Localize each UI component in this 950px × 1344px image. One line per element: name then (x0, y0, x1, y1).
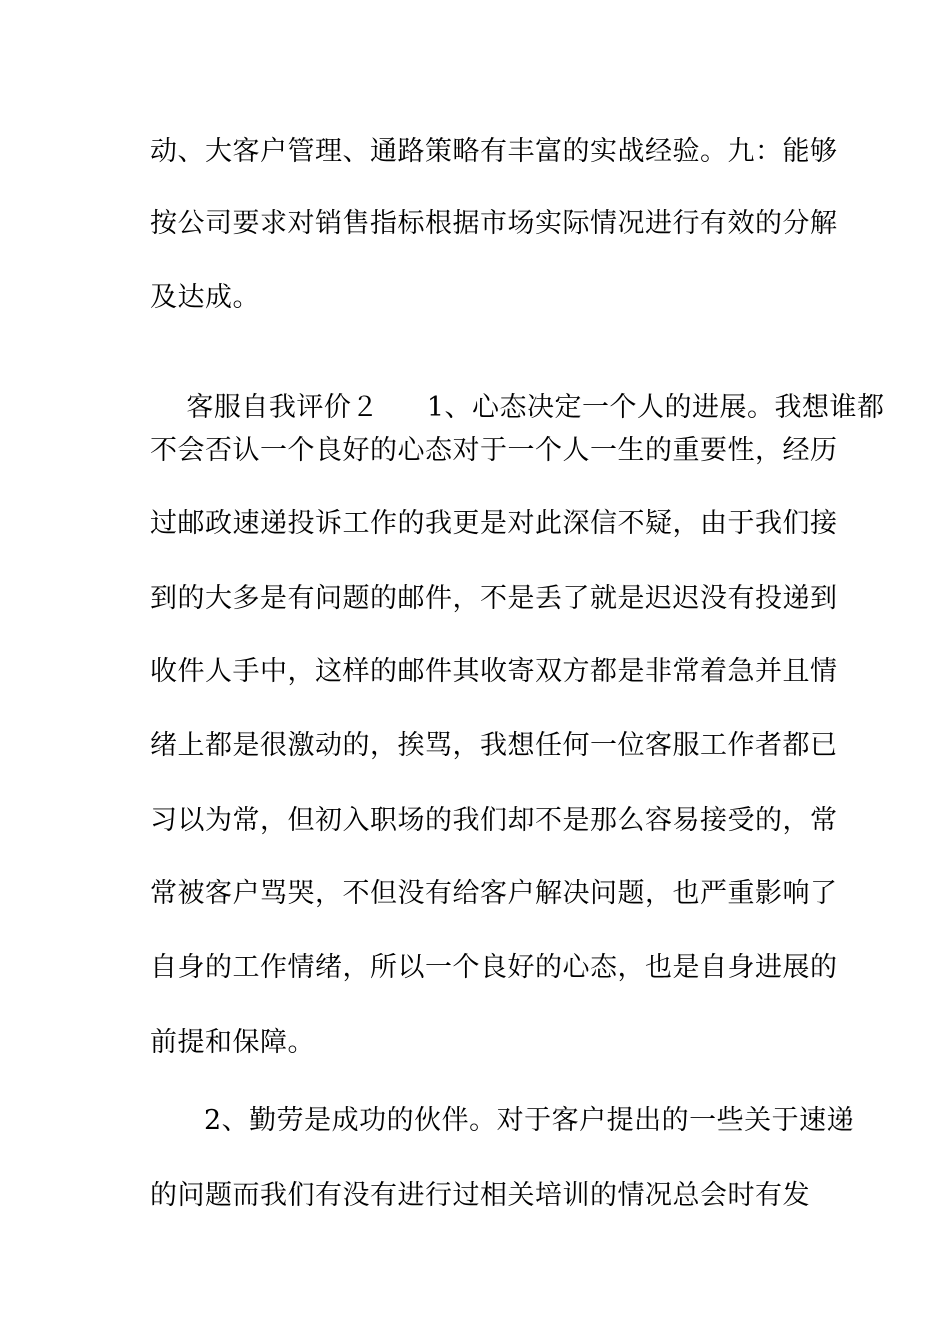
text-line-13: 前提和保障。 (150, 1027, 315, 1058)
text-line-14: 2、勤劳是成功的伙伴。对于客户提出的一些关于速递 (204, 1105, 855, 1136)
text-line-15: 的问题而我们有没有进行过相关培训的情况总会时有发 (150, 1180, 810, 1211)
text-line-5: 不会否认一个良好的心态对于一个人一生的重要性，经历 (150, 435, 838, 466)
text-line-11: 常被客户骂哭，不但没有给客户解决问题，也严重影响了 (150, 878, 838, 909)
text-line-7: 到的大多是有问题的邮件，不是丢了就是迟迟没有投递到 (150, 583, 838, 614)
section-heading: 客服自我评价２ (186, 392, 379, 423)
text-line-8: 收件人手中，这样的邮件其收寄双方都是非常着急并且情 (150, 656, 838, 687)
text-line-3: 及达成。 (150, 282, 260, 313)
text-line-10: 习以为常，但初入职场的我们却不是那么容易接受的，常 (150, 805, 838, 836)
text-line-2: 按公司要求对销售指标根据市场实际情况进行有效的分解 (150, 208, 838, 239)
text-line-6: 过邮政速递投诉工作的我更是对此深信不疑，由于我们接 (150, 508, 838, 539)
section-first-line: 1、心态决定一个人的进展。我想谁都 (426, 392, 885, 423)
text-line-1: 动、大客户管理、通路策略有丰富的实战经验。九：能够 (150, 136, 838, 167)
text-line-9: 绪上都是很激动的，挨骂，我想任何一位客服工作者都已 (150, 730, 838, 761)
text-line-12: 自身的工作情绪，所以一个良好的心态，也是自身进展的 (150, 952, 838, 983)
